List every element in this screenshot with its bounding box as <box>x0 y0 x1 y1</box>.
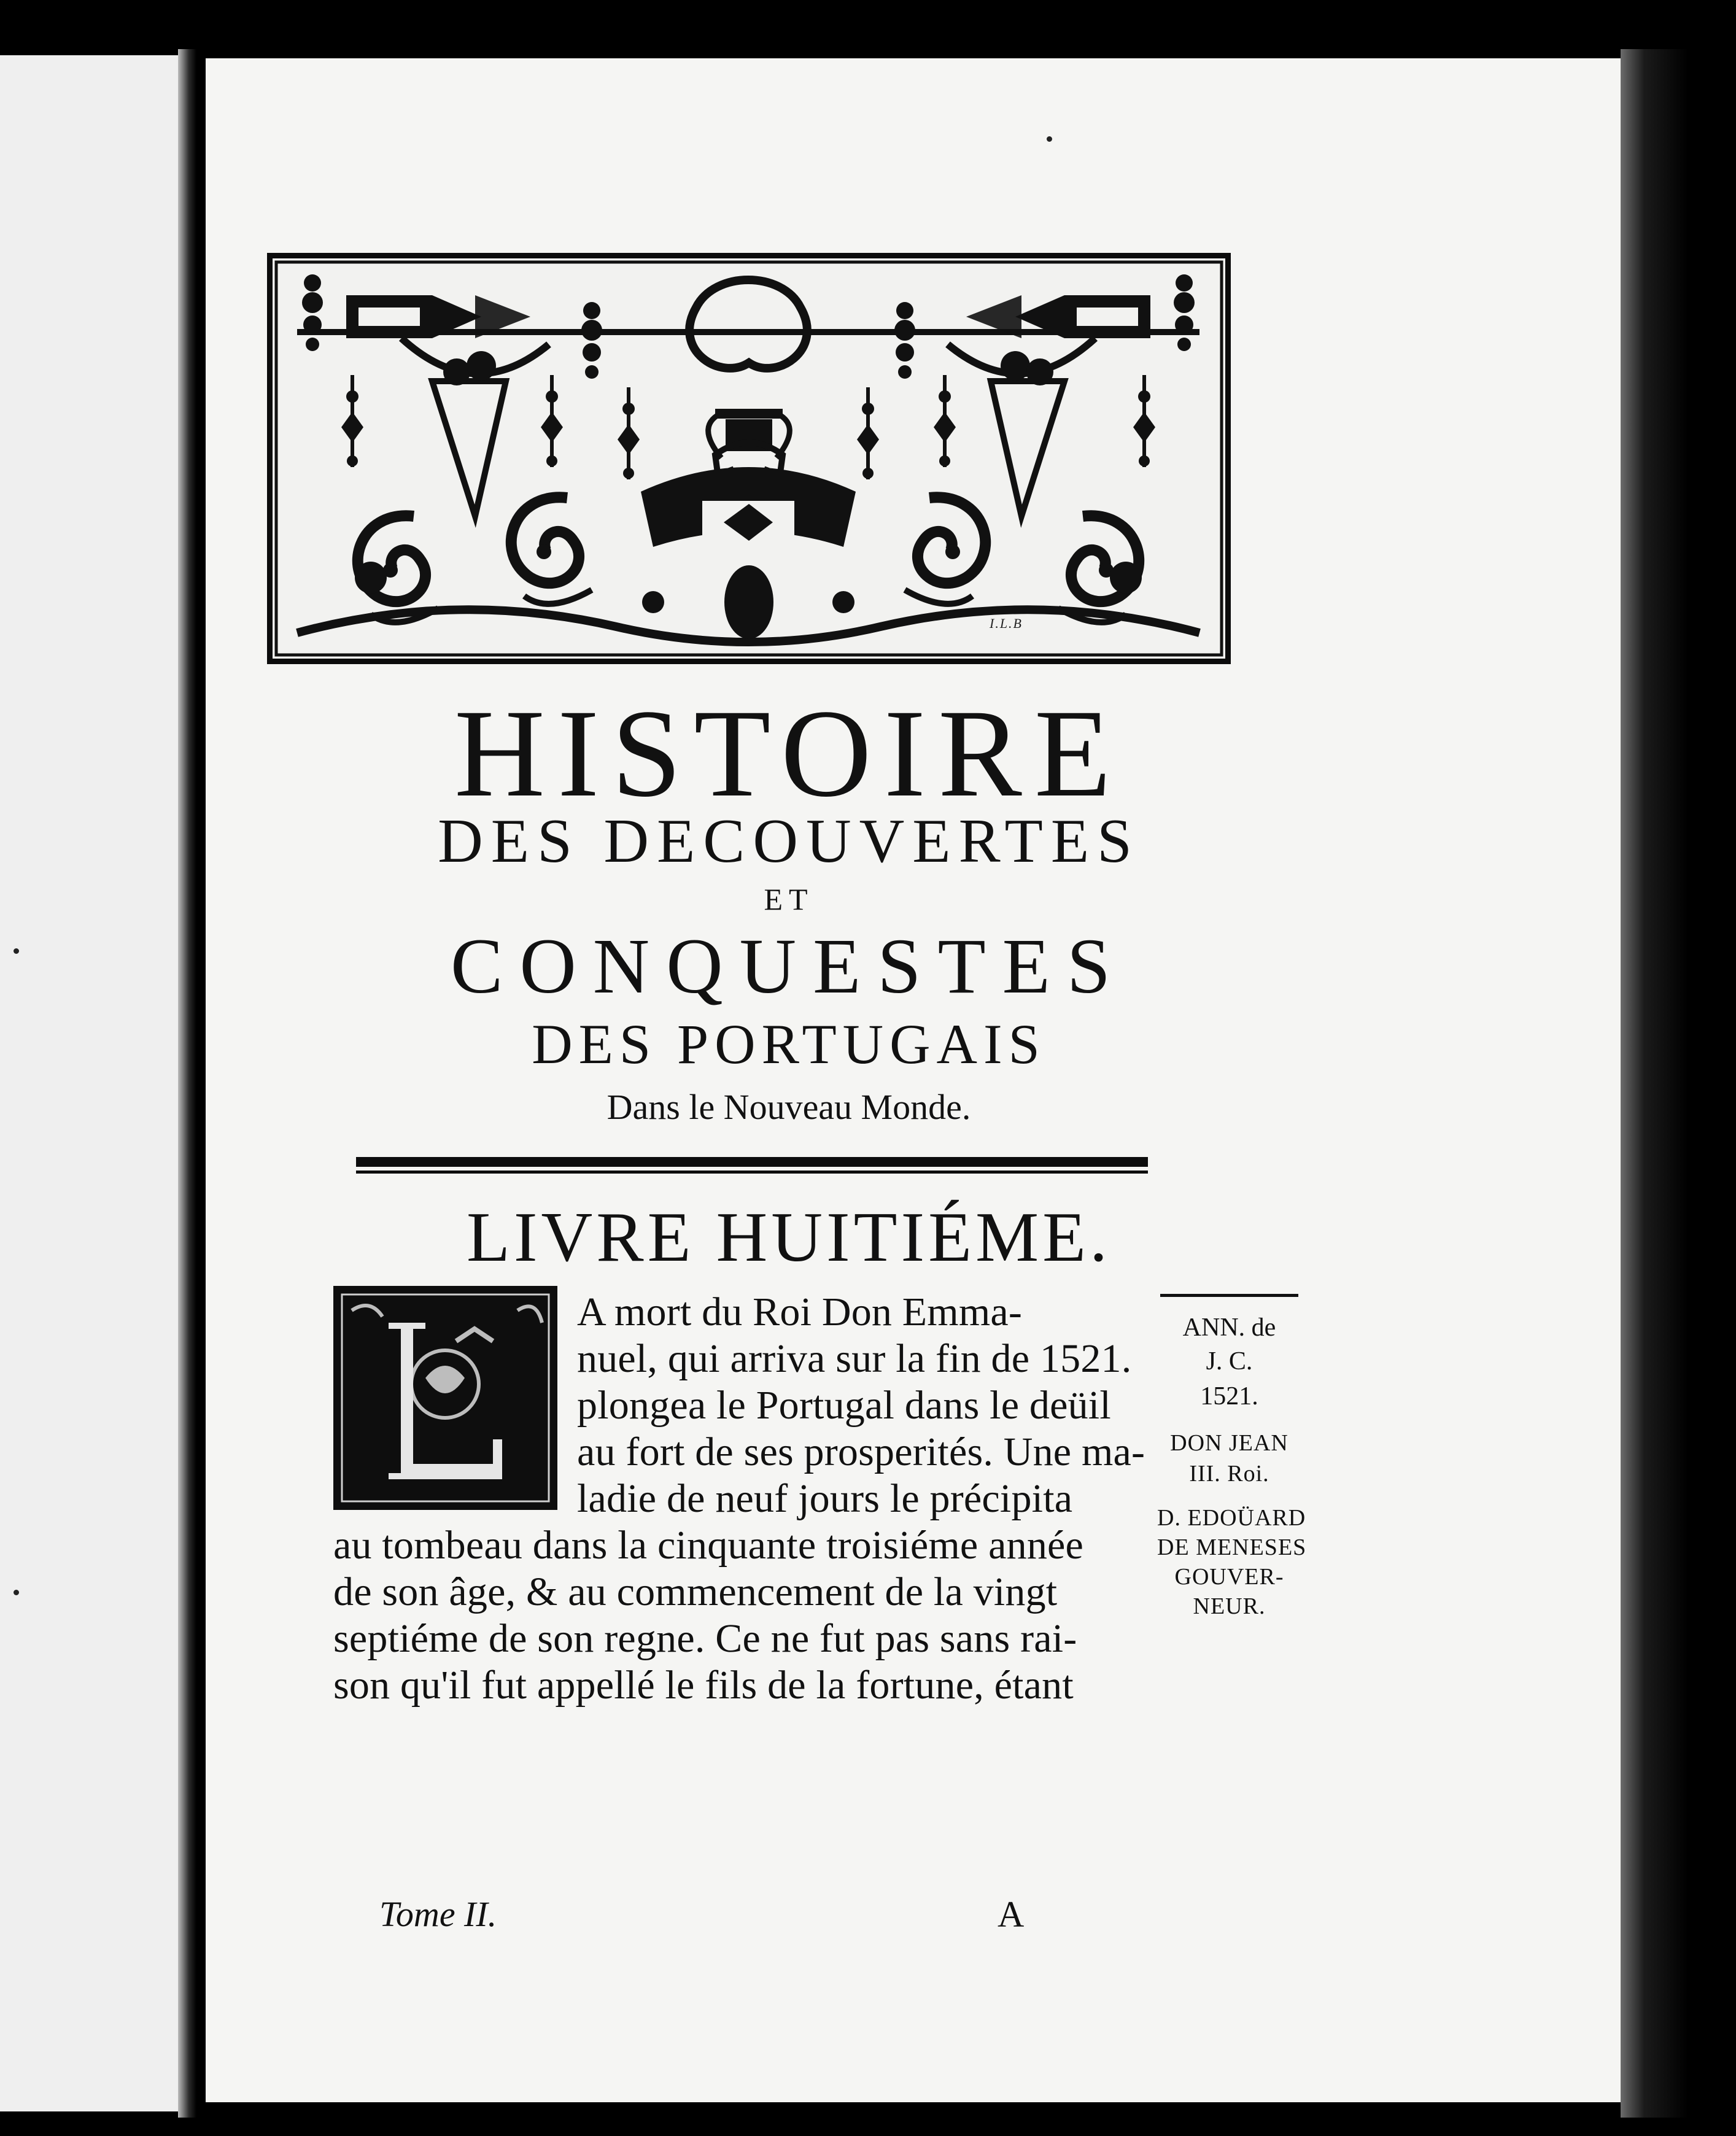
body-line-2: nuel, qui arriva sur la fin de 1521. <box>577 1336 1132 1381</box>
margin-note-king: DON JEAN <box>1170 1430 1288 1456</box>
volume-label: Tome II. <box>379 1894 497 1934</box>
margin-note-governor-title-1: GOUVER- <box>1174 1564 1284 1590</box>
page-title: HISTOIRE <box>454 684 1124 823</box>
body-line-5: ladie de neuf jours le précipita <box>577 1476 1073 1521</box>
body-line-7: de son âge, & au commencement de la vingt <box>333 1569 1058 1614</box>
body-line-4: au fort de ses prosperités. Une ma- <box>577 1430 1145 1474</box>
body-line-3: plongea le Portugal dans le deüil <box>577 1383 1111 1428</box>
body-line-8: septiéme de son regne. Ce ne fut pas sans rai- <box>333 1616 1077 1661</box>
left-page-edge <box>0 55 184 2111</box>
double-rule-thin <box>356 1171 1148 1174</box>
carver-mark: I.L.B <box>990 616 1023 631</box>
book-heading: LIVRE HUITIÉME. <box>466 1198 1111 1277</box>
signature-mark: A <box>998 1894 1025 1935</box>
body-line-9: son qu'il fut appellé le fils de la fortune, étant <box>333 1663 1074 1708</box>
ink-speck <box>1047 136 1052 142</box>
margin-rule <box>1160 1294 1298 1297</box>
decorated-initial <box>333 1286 557 1510</box>
subtitle-line-3: DES PORTUGAIS <box>532 1013 1046 1075</box>
body-line-6: au tombeau dans la cinquante troisiéme année <box>333 1523 1084 1568</box>
subtitle-line-2: CONQUESTES <box>450 923 1128 1010</box>
margin-note-governor-title-2: NEUR. <box>1193 1593 1266 1619</box>
margin-note-era: J. C. <box>1206 1347 1253 1376</box>
double-rule-thick <box>356 1157 1148 1167</box>
binding-gutter <box>178 49 196 2118</box>
margin-note-year-label: ANN. de <box>1182 1314 1276 1342</box>
margin-note-king-title: III. Roi. <box>1189 1461 1269 1487</box>
ink-speck <box>14 948 19 954</box>
subtitle-line-1: DES DECOUVERTES <box>438 807 1140 876</box>
margin-note-governor-surname: DE MENESES <box>1157 1534 1307 1560</box>
page-edge-shadow <box>1621 49 1688 2118</box>
subtitle-conjunction: ET <box>764 882 814 916</box>
subtitle-line-4: Dans le Nouveau Monde. <box>606 1087 971 1127</box>
margin-note-year: 1521. <box>1200 1382 1258 1410</box>
margin-note-governor-name: D. EDOÜARD <box>1157 1505 1306 1531</box>
ornamental-headpiece <box>267 253 1231 664</box>
ink-speck <box>14 1590 19 1595</box>
body-line-1: A mort du Roi Don Emma- <box>577 1290 1023 1334</box>
